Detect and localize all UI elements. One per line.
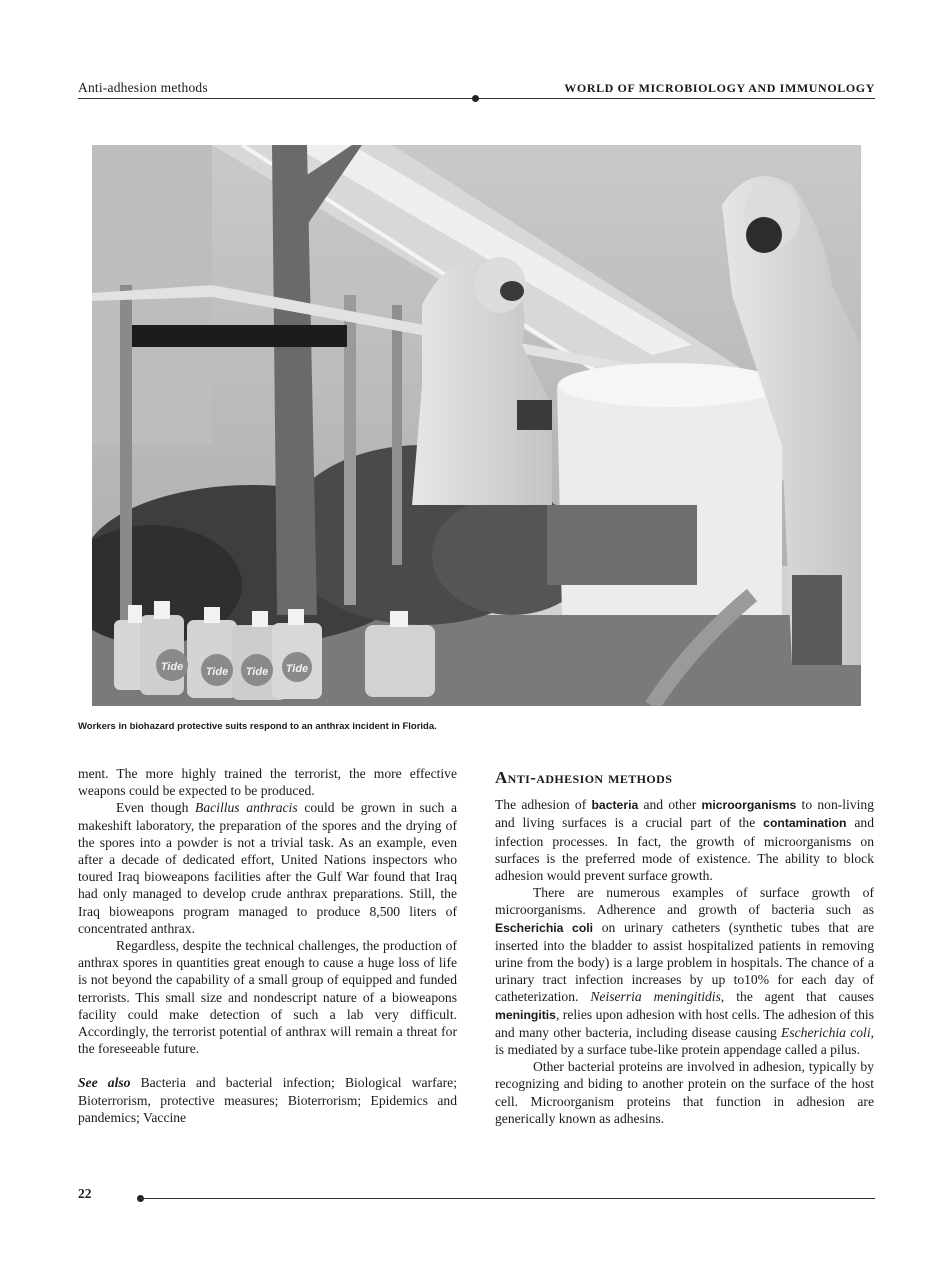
- glossary-term-link[interactable]: microorganisms: [701, 798, 797, 813]
- glossary-term-link[interactable]: contamination: [763, 816, 847, 831]
- species-name: Bacillus anthracis: [195, 800, 298, 816]
- page-number: 22: [78, 1186, 92, 1201]
- figure-photo: [92, 145, 861, 706]
- right-column: [495, 765, 874, 1127]
- bottle-label: Tide: [245, 666, 269, 678]
- bottle-label: Tide: [205, 666, 229, 678]
- species-name: Neiserria meningitidis: [590, 989, 721, 1005]
- figure-caption: Workers in biohazard protective suits respond to an anthrax incident in Florida.: [78, 721, 437, 732]
- paragraph: The adhesion of bacteria and other microorganisms to non-living and living surfaces is a crucial part of the contamination and infection processes. In fact, the growth of microorganisms on surfaces is the preferred mode of existence. The ability to block adhesion would prevent surface growth.: [495, 797, 875, 884]
- paragraph: Regardless, despite the technical challenges, the production of anthrax spores in quantities great enough to cause a huge loss of life is not beyond the capability of a small group of equipped and funded terrorists. This small size and nondescript nature of a bioweapons facility could make detection of such a lab very difficult. Accordingly, the terrorist potential of anthrax will remain a threat for the foreseeable future.: [78, 938, 457, 1057]
- running-header-book-title: WORLD OF MICROBIOLOGY AND IMMUNOLOGY: [564, 81, 875, 95]
- see-also-label: See also: [78, 1075, 131, 1091]
- header-rule-bullet: [472, 95, 479, 102]
- footer-rule: [140, 1198, 875, 1199]
- paragraph: Other bacterial proteins are involved in adhesion, typically by recognizing and biding to another protein on the surface of the host cell. Microorganism proteins that function in adhesion are generically known as adhesins.: [495, 1059, 874, 1126]
- species-name: Escherichia coli: [781, 1024, 871, 1040]
- bottle-label: Tide: [285, 663, 309, 675]
- paragraph: Even though Bacillus anthracis could be grown in such a makeshift laboratory, the preparation of the spores and the drying of the spores into a powder is not a trivial task. As an example, even after a decade of dedicated effort, United Nations inspectors who toured Iraq bioweapons facilities after the Gulf War found that Iraq had only managed to develop crude anthrax preparations. Still, the Iraq bioweapons program managed to produce 8,500 liters of concentrated anthrax.: [78, 800, 457, 936]
- paragraph: There are numerous examples of surface growth of microorganisms. Adherence and growth of bacteria such as Escherichia coli on urinary catheters (synthetic tubes that are inserted into the bladder to assist hospitalized patients in removing urine from the body) is a large problem in hospitals. The chance of a urinary tract infection increases by up to10% for each day of catheterization. Neiserria meningitidis, the agent that causes meningitis, relies upon adhesion with host cells. The adhesion of this and many other bacteria, including disease causing Escherichia coli, is mediated by a surface tube-like protein appendage called a pilus.: [495, 885, 875, 1058]
- glossary-term-link[interactable]: meningitis: [495, 1007, 556, 1022]
- section-heading: Anti-adhesion methods: [495, 768, 673, 787]
- paragraph: ment. The more highly trained the terrorist, the more effective weapons could be expected to be produced.: [78, 766, 457, 799]
- running-header-section: Anti-adhesion methods: [78, 80, 208, 95]
- biohazard-workers-photo: [92, 145, 861, 706]
- glossary-term-link[interactable]: bacteria: [591, 798, 639, 813]
- bottle-label: Tide: [160, 661, 184, 673]
- see-also: See also Bacteria and bacterial infection; Biological warfare; Bioterrorism, protective measures; Bioterrorism; Epidemics and pandemics; Vaccine: [78, 1075, 457, 1125]
- left-column: [78, 765, 457, 1126]
- glossary-term-link[interactable]: Escherichia coli: [495, 920, 594, 935]
